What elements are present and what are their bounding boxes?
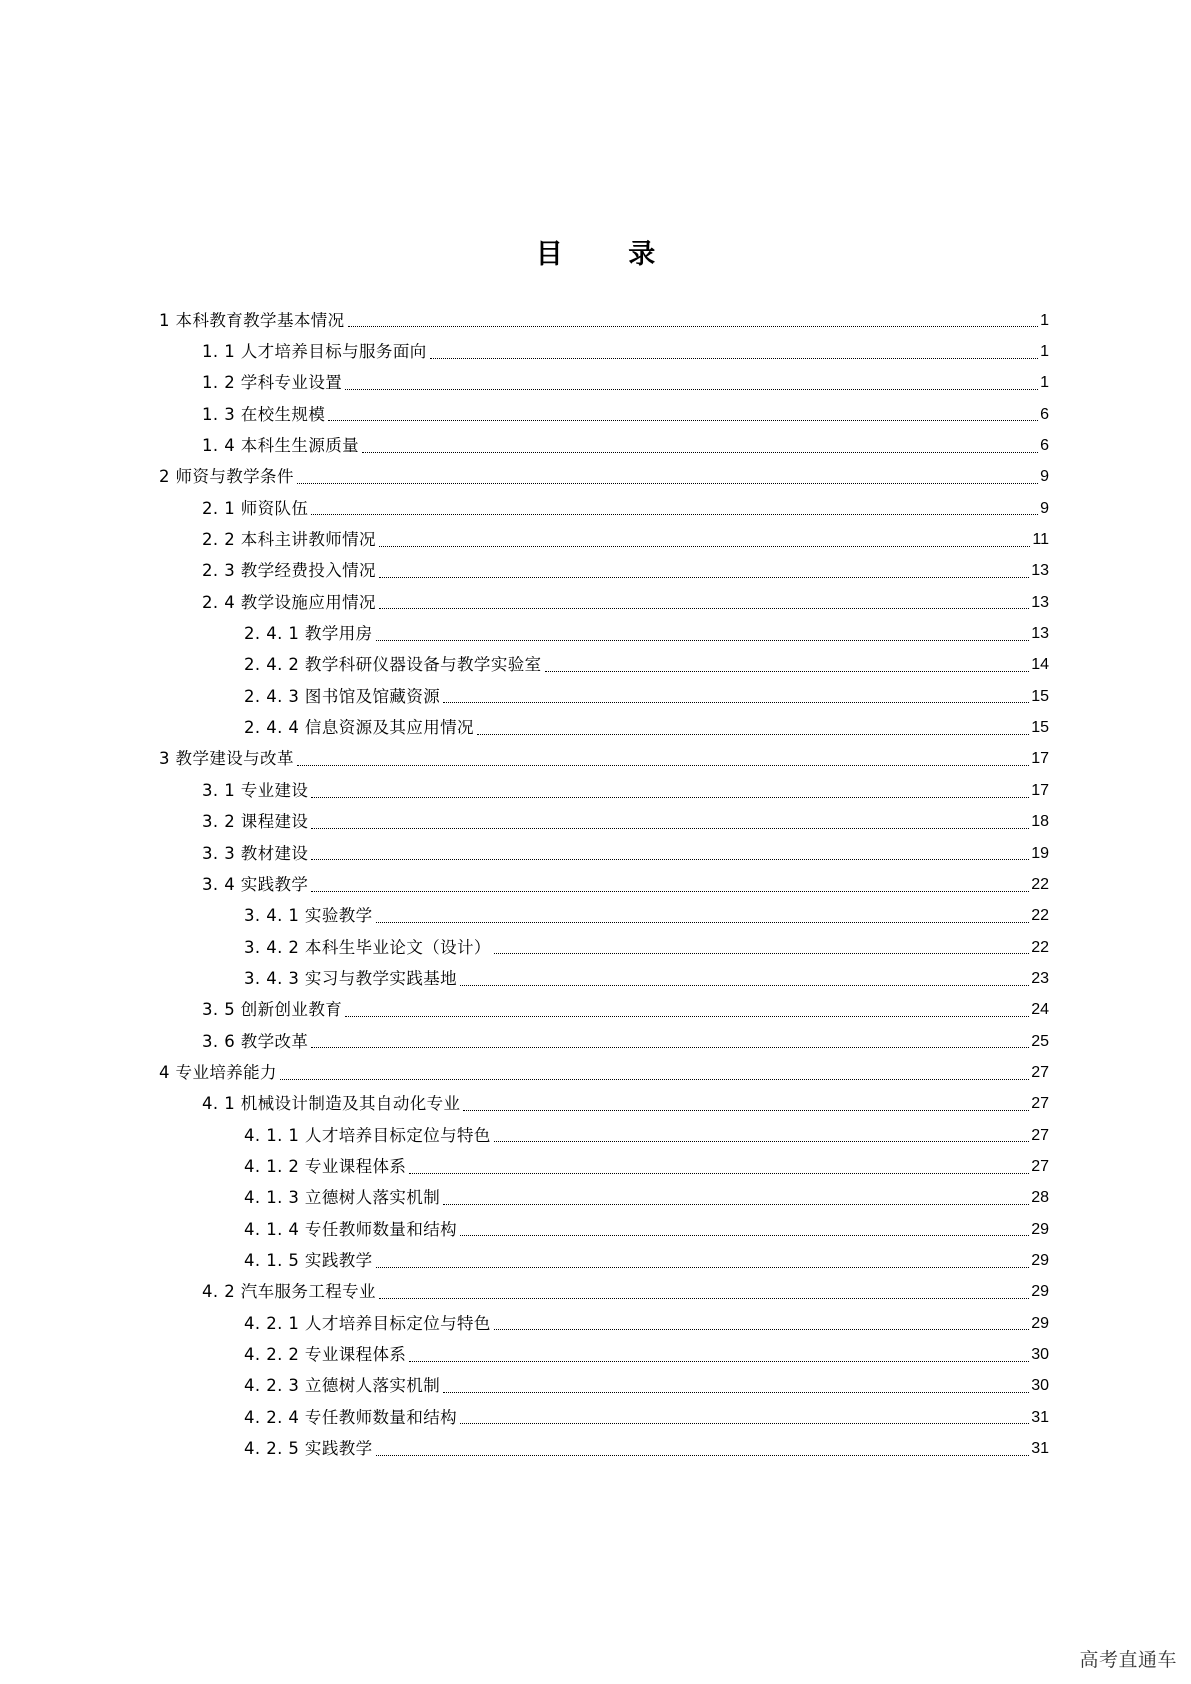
watermark: 高考直通车 [1079,1649,1177,1671]
dot-leader [362,452,1038,453]
toc-entry-label: 4. 2 汽车服务工程专业 [202,1282,376,1302]
toc-entry[interactable] [0,838,1191,869]
toc-entry-page-number: 1 [1040,343,1049,361]
toc-entry-page-number: 23 [1031,969,1049,987]
toc-entry-label: 2. 4 教学设施应用情况 [202,592,376,612]
dot-leader [443,1204,1029,1205]
toc-entry[interactable] [0,336,1191,367]
dot-leader [311,891,1029,892]
dot-leader [311,514,1038,515]
toc-entry[interactable] [0,493,1191,524]
toc-entry[interactable] [0,1277,1191,1308]
toc-entry-label: 1 本科教育教学基本情况 [159,310,345,330]
toc-entry[interactable] [0,1245,1191,1276]
toc-entry-label: 1. 2 学科专业设置 [202,373,343,393]
dot-leader [345,389,1038,390]
toc-entry[interactable] [0,1308,1191,1339]
toc-entry-label: 3. 4. 1 实验教学 [244,906,373,926]
toc-entry[interactable] [0,1402,1191,1433]
toc-entry-page-number: 25 [1031,1032,1049,1050]
toc-entry-page-number: 13 [1031,562,1049,580]
toc-entry[interactable] [0,869,1191,900]
toc-entry-label: 2. 4. 2 教学科研仪器设备与教学实验室 [244,655,542,675]
dot-leader [376,1267,1030,1268]
toc-entry[interactable] [0,1371,1191,1402]
toc-entry-page-number: 13 [1031,625,1049,643]
toc-entry-label: 1. 4 本科生生源质量 [202,436,360,456]
toc-entry-page-number: 30 [1031,1377,1049,1395]
toc-entry[interactable] [0,744,1191,775]
dot-leader [430,358,1038,359]
toc-entry-label: 2. 4. 3 图书馆及馆藏资源 [244,686,441,706]
toc-entry-label: 4. 2. 4 专任教师数量和结构 [244,1407,458,1427]
toc-entry-page-number: 9 [1040,499,1049,517]
toc-entry-page-number: 15 [1031,687,1049,705]
toc-entry[interactable] [0,807,1191,838]
toc-entry[interactable] [0,901,1191,932]
dot-leader [463,1110,1029,1111]
toc-entry-page-number: 11 [1032,531,1049,549]
dot-leader [348,326,1039,327]
dot-leader [494,1141,1029,1142]
toc-entry[interactable] [0,399,1191,430]
toc-entry[interactable] [0,995,1191,1026]
toc-entry-page-number: 15 [1031,719,1049,737]
toc-entry[interactable] [0,1089,1191,1120]
toc-entry-page-number: 29 [1031,1283,1049,1301]
toc-entry-label: 4 专业培养能力 [159,1062,277,1082]
toc-entry-label: 4. 1. 4 专任教师数量和结构 [244,1219,458,1239]
toc-entry[interactable] [0,1026,1191,1057]
toc-entry[interactable] [0,368,1191,399]
toc-entry-page-number: 9 [1040,468,1049,486]
toc-entry[interactable] [0,932,1191,963]
toc-entry-page-number: 17 [1031,781,1049,799]
dot-leader [297,483,1038,484]
toc-entry-page-number: 1 [1040,374,1049,392]
toc-entry-label: 3. 1 专业建设 [202,780,309,800]
toc-entry[interactable] [0,1183,1191,1214]
page-title: 目 录 [535,239,684,271]
toc-entry-label: 4. 1. 3 立德树人落实机制 [244,1188,441,1208]
dot-leader [494,953,1029,954]
toc-entry[interactable] [0,963,1191,994]
toc-entry-page-number: 27 [1031,1063,1049,1081]
dot-leader [311,859,1029,860]
toc-entry-label: 3. 3 教材建设 [202,843,309,863]
toc-entry[interactable] [0,618,1191,649]
toc-entry-page-number: 29 [1031,1314,1049,1332]
toc-entry[interactable] [0,1433,1191,1464]
toc-entry-label: 2. 4. 1 教学用房 [244,624,373,644]
toc-entry-label: 3 教学建设与改革 [159,749,294,769]
toc-entry-label: 3. 4 实践教学 [202,874,309,894]
toc-entry[interactable] [0,1151,1191,1182]
dot-leader [460,1423,1029,1424]
toc-entry-label: 4. 2. 2 专业课程体系 [244,1345,407,1365]
dot-leader [297,765,1029,766]
dot-leader [460,1235,1029,1236]
dot-leader [311,797,1029,798]
toc-entry[interactable] [0,587,1191,618]
toc-entry[interactable] [0,1120,1191,1151]
toc-entry-label: 3. 5 创新创业教育 [202,1000,343,1020]
toc-entry-label: 1. 3 在校生规模 [202,404,326,424]
toc-entry[interactable] [0,681,1191,712]
dot-leader [545,671,1030,672]
toc-entry[interactable] [0,712,1191,743]
toc-entry-page-number: 18 [1031,813,1049,831]
dot-leader [345,1016,1029,1017]
dot-leader [379,608,1029,609]
toc-entry-page-number: 14 [1031,656,1049,674]
toc-entry-label: 2 师资与教学条件 [159,467,294,487]
dot-leader [376,640,1030,641]
dot-leader [379,577,1029,578]
toc-entry-label: 4. 1. 1 人才培养目标定位与特色 [244,1125,491,1145]
toc-entry-label: 3. 2 课程建设 [202,812,309,832]
toc-entry[interactable] [0,775,1191,806]
toc-entry-label: 4. 2. 1 人才培养目标定位与特色 [244,1313,491,1333]
toc-entry-page-number: 17 [1031,750,1049,768]
toc-entry-label: 3. 4. 3 实习与教学实践基地 [244,968,458,988]
toc-entry-label: 3. 6 教学改革 [202,1031,309,1051]
toc-entry[interactable] [0,650,1191,681]
toc-entry-page-number: 19 [1031,844,1049,862]
toc-entry-page-number: 22 [1031,938,1049,956]
toc-entry-label: 1. 1 人才培养目标与服务面向 [202,342,427,362]
toc-entry[interactable] [0,1214,1191,1245]
dot-leader [443,1392,1029,1393]
toc-entry-label: 3. 4. 2 本科生毕业论文（设计） [244,937,491,957]
toc-entry-page-number: 27 [1031,1095,1049,1113]
toc-entry-label: 2. 3 教学经费投入情况 [202,561,376,581]
dot-leader [494,1329,1029,1330]
dot-leader [376,922,1030,923]
toc-entry-page-number: 29 [1031,1220,1049,1238]
toc-entry-page-number: 31 [1031,1440,1049,1458]
toc-entry-page-number: 31 [1031,1408,1049,1426]
dot-leader [409,1361,1029,1362]
dot-leader [280,1079,1029,1080]
dot-leader [311,828,1029,829]
toc-entry-page-number: 29 [1031,1251,1049,1269]
dot-leader [409,1173,1029,1174]
toc-entry-page-number: 22 [1031,875,1049,893]
toc-entry[interactable] [0,305,1191,336]
toc-entry-label: 4. 1. 2 专业课程体系 [244,1156,407,1176]
toc-entry-page-number: 30 [1031,1346,1049,1364]
toc-entry-page-number: 6 [1040,437,1049,455]
dot-leader [477,734,1029,735]
toc-entry[interactable] [0,462,1191,493]
toc-entry-page-number: 27 [1031,1126,1049,1144]
table-of-contents [0,305,1191,1465]
toc-entry-label: 4. 2. 3 立德树人落实机制 [244,1376,441,1396]
dot-leader [328,420,1038,421]
toc-entry[interactable] [0,1057,1191,1088]
toc-entry-label: 2. 4. 4 信息资源及其应用情况 [244,718,474,738]
toc-entry-page-number: 13 [1031,593,1049,611]
toc-entry-page-number: 22 [1031,907,1049,925]
toc-entry-label: 4. 1. 5 实践教学 [244,1250,373,1270]
toc-entry-page-number: 1 [1040,311,1049,329]
toc-entry-page-number: 27 [1031,1157,1049,1175]
dot-leader [376,1455,1030,1456]
toc-entry-label: 2. 2 本科主讲教师情况 [202,530,376,550]
toc-entry-label: 2. 1 师资队伍 [202,498,309,518]
toc-entry-page-number: 28 [1031,1189,1049,1207]
toc-entry-page-number: 24 [1031,1001,1049,1019]
dot-leader [443,702,1029,703]
dot-leader [379,546,1030,547]
dot-leader [460,985,1029,986]
toc-entry[interactable] [0,430,1191,461]
toc-entry[interactable] [0,524,1191,555]
toc-entry-label: 4. 1 机械设计制造及其自动化专业 [202,1094,461,1114]
dot-leader [311,1047,1029,1048]
toc-entry[interactable] [0,556,1191,587]
dot-leader [379,1298,1029,1299]
toc-entry-page-number: 6 [1040,405,1049,423]
toc-entry[interactable] [0,1339,1191,1370]
toc-entry-label: 4. 2. 5 实践教学 [244,1439,373,1459]
